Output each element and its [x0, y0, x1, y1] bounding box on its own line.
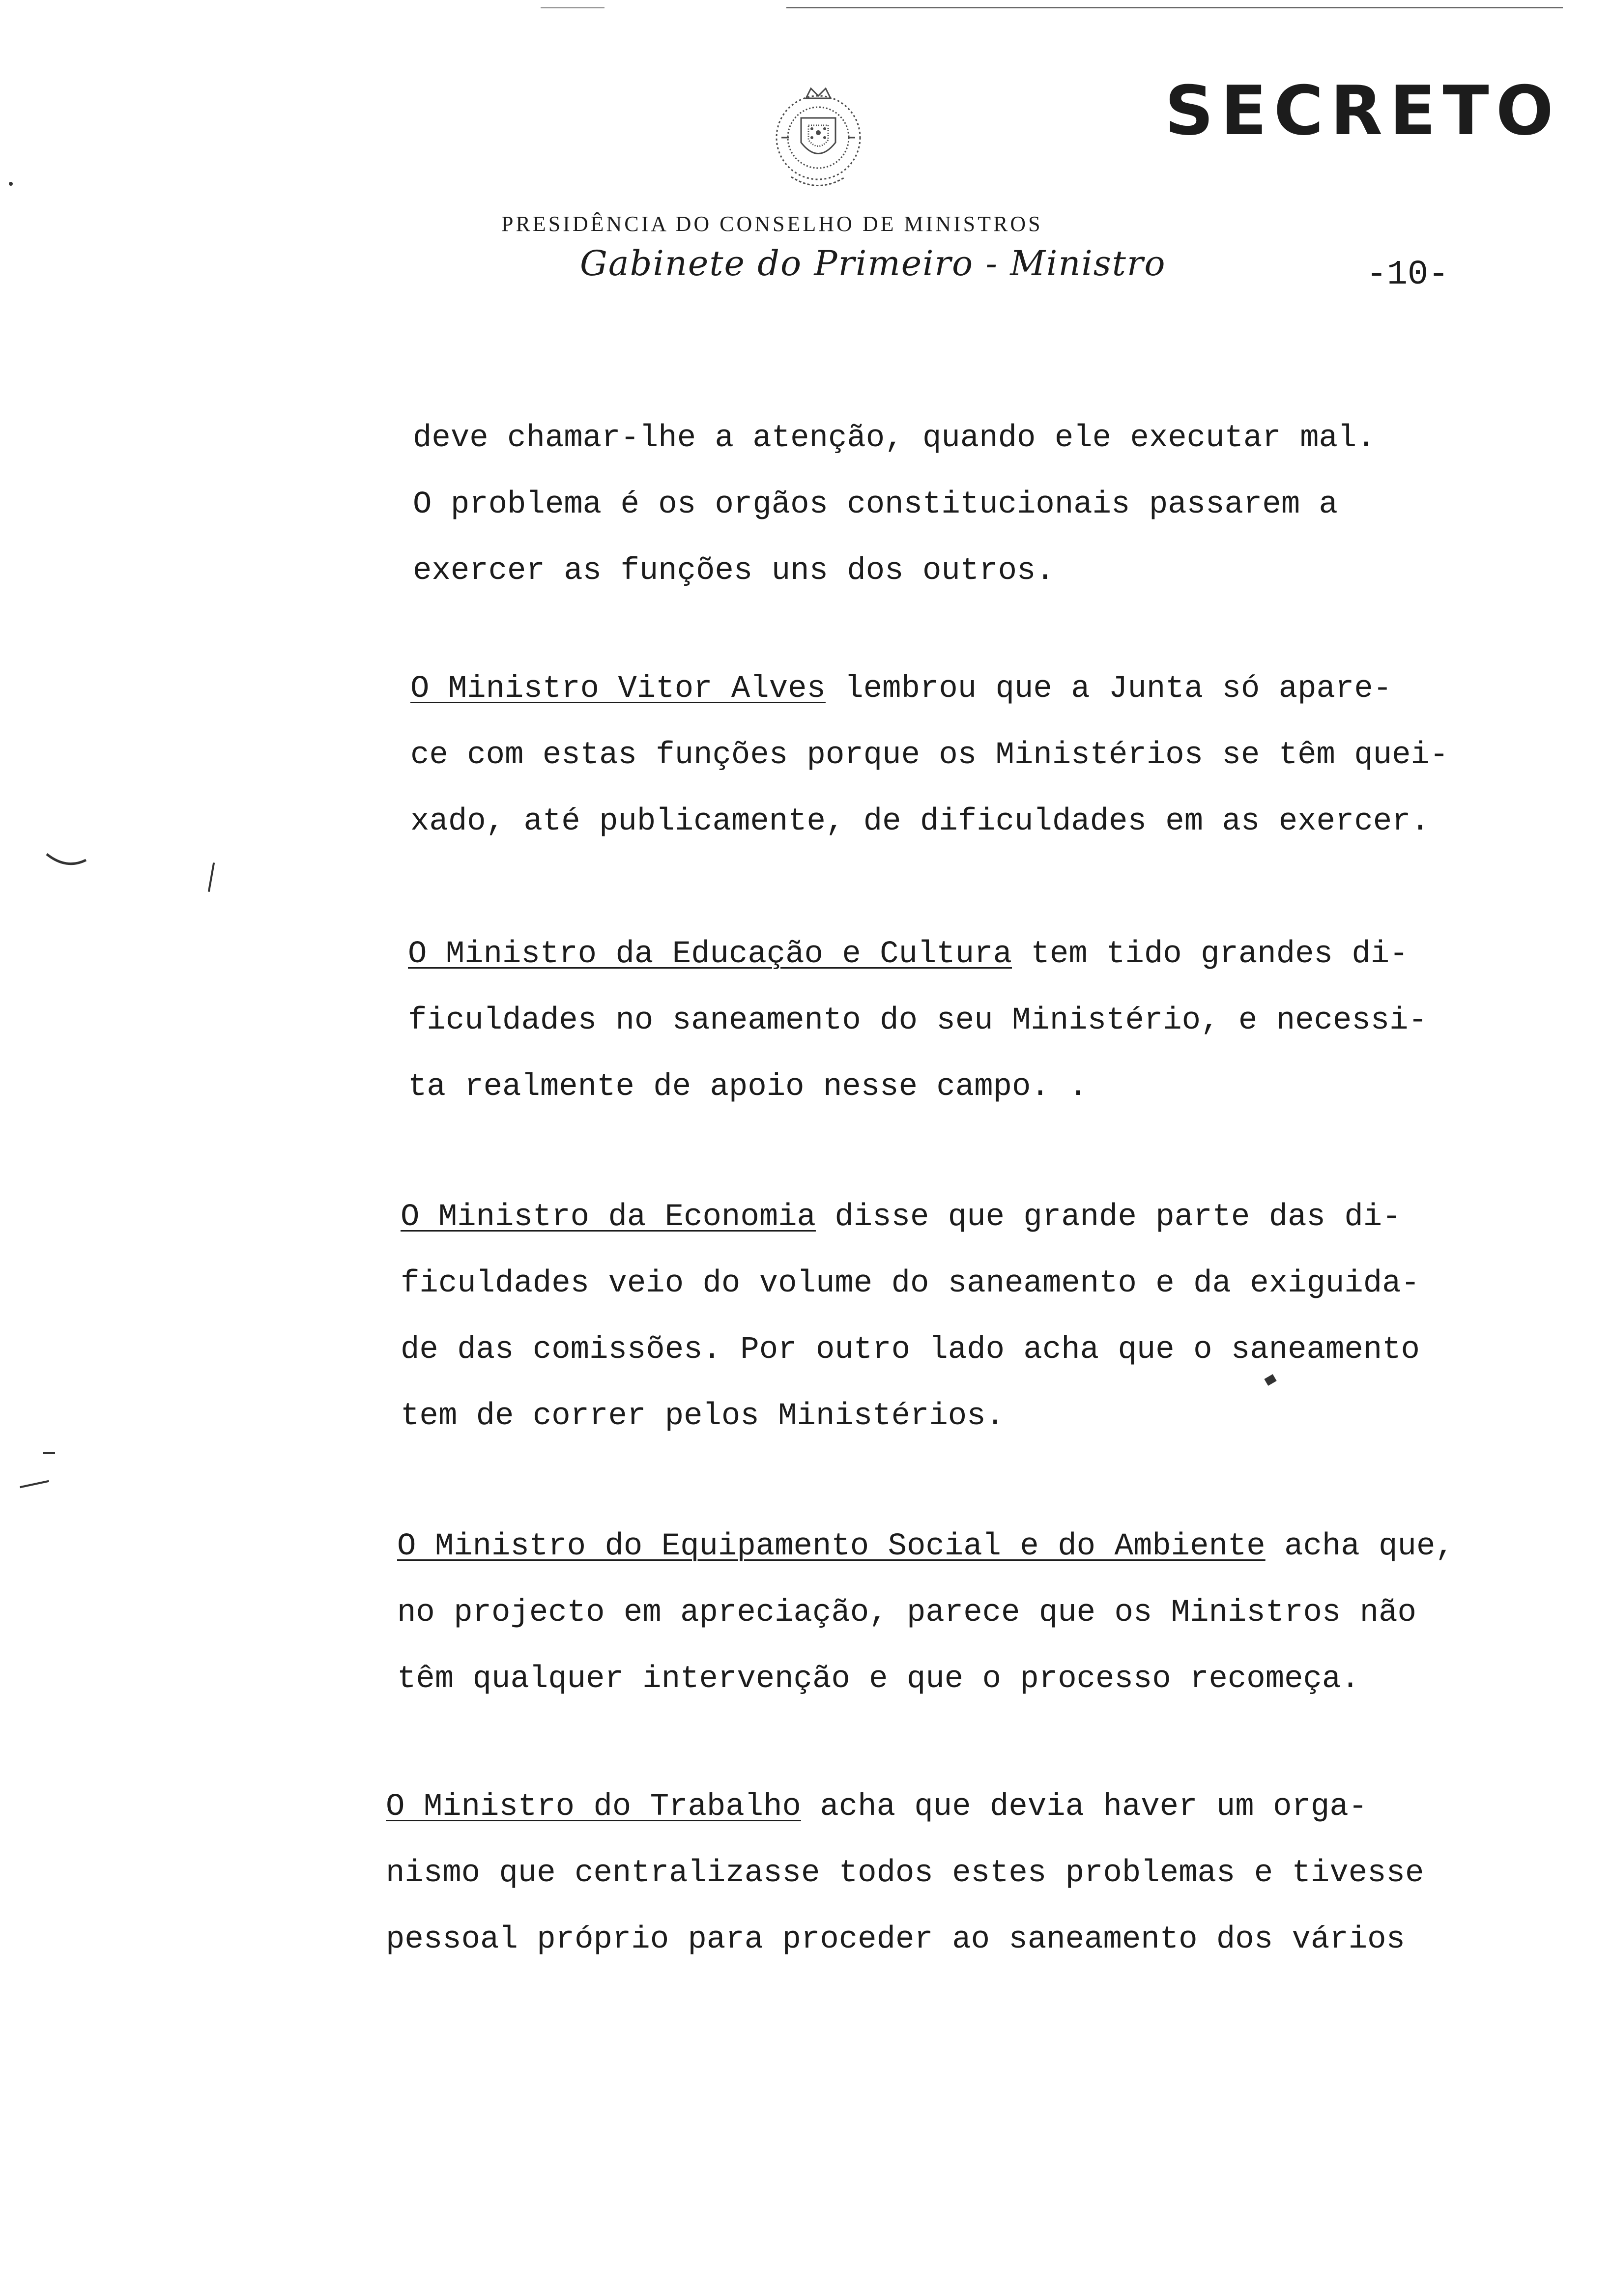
classification-stamp: SECRETO	[1165, 71, 1560, 150]
body-line: nismo que centralizasse todos estes problemas e tivesse	[386, 1856, 1424, 1891]
body-text: tem tido grandes di-	[1012, 937, 1409, 972]
office-name: Gabinete do Primeiro - Ministro	[580, 243, 1166, 284]
paragraph-first-line	[397, 1531, 1454, 1562]
paragraph-first-line	[408, 939, 1409, 970]
body-line: no projecto em apreciação, parece que os Ministros não	[397, 1595, 1416, 1631]
body-text: acha que,	[1265, 1529, 1454, 1564]
scan-speck	[20, 1480, 49, 1488]
paragraph-first-line	[401, 1202, 1401, 1233]
page-number: -10-	[1366, 256, 1449, 294]
paragraph-first-line	[410, 673, 1392, 705]
body-line: pessoal próprio para proceder ao saneamento dos vários	[386, 1922, 1405, 1957]
body-text: acha que devia haver um orga-	[801, 1789, 1368, 1825]
body-text: disse que grande parte das di-	[815, 1200, 1401, 1235]
scan-mark	[44, 850, 88, 870]
portuguese-coat-of-arms-icon	[762, 79, 875, 201]
body-line: ficuldades veio do volume do saneamento e da exiguida-	[401, 1266, 1420, 1301]
body-line: ce com estas funções porque os Ministérios se têm quei-	[410, 738, 1449, 773]
speaker-name: O Ministro Vitor Alves	[410, 671, 826, 707]
top-rule-left	[541, 7, 604, 8]
paragraph-first-line	[386, 1791, 1367, 1823]
body-line: tem de correr pelos Ministérios.	[401, 1399, 1005, 1434]
speaker-name: O Ministro da Educação e Cultura	[408, 937, 1012, 972]
scan-speck	[9, 182, 13, 186]
body-line: exercer as funções uns dos outros.	[413, 553, 1055, 589]
speaker-name: O Ministro do Trabalho	[386, 1789, 801, 1825]
body-line: têm qualquer intervenção e que o processo recomeça.	[397, 1662, 1360, 1697]
body-line: xado, até publicamente, de dificuldades em as exercer.	[410, 804, 1430, 839]
organization-name: PRESIDÊNCIA DO CONSELHO DE MINISTROS	[501, 212, 1043, 236]
body-line: ficuldades no saneamento do seu Ministério, e necessi-	[408, 1003, 1427, 1038]
body-text: lembrou que a Junta só apare-	[825, 671, 1392, 707]
body-line: ta realmente de apoio nesse campo. .	[408, 1069, 1088, 1105]
top-rule-right	[786, 7, 1563, 8]
scan-speck	[1264, 1374, 1276, 1386]
body-line: O problema é os orgãos constitucionais passarem a	[413, 487, 1338, 522]
scan-speck	[208, 862, 215, 892]
speaker-name: O Ministro do Equipamento Social e do Ambiente	[397, 1529, 1266, 1564]
body-line: de das comissões. Por outro lado acha que o saneamento	[401, 1332, 1420, 1368]
speaker-name: O Ministro da Economia	[401, 1200, 816, 1235]
body-line: deve chamar-lhe a atenção, quando ele executar mal.	[413, 421, 1376, 456]
scan-speck	[43, 1452, 55, 1454]
